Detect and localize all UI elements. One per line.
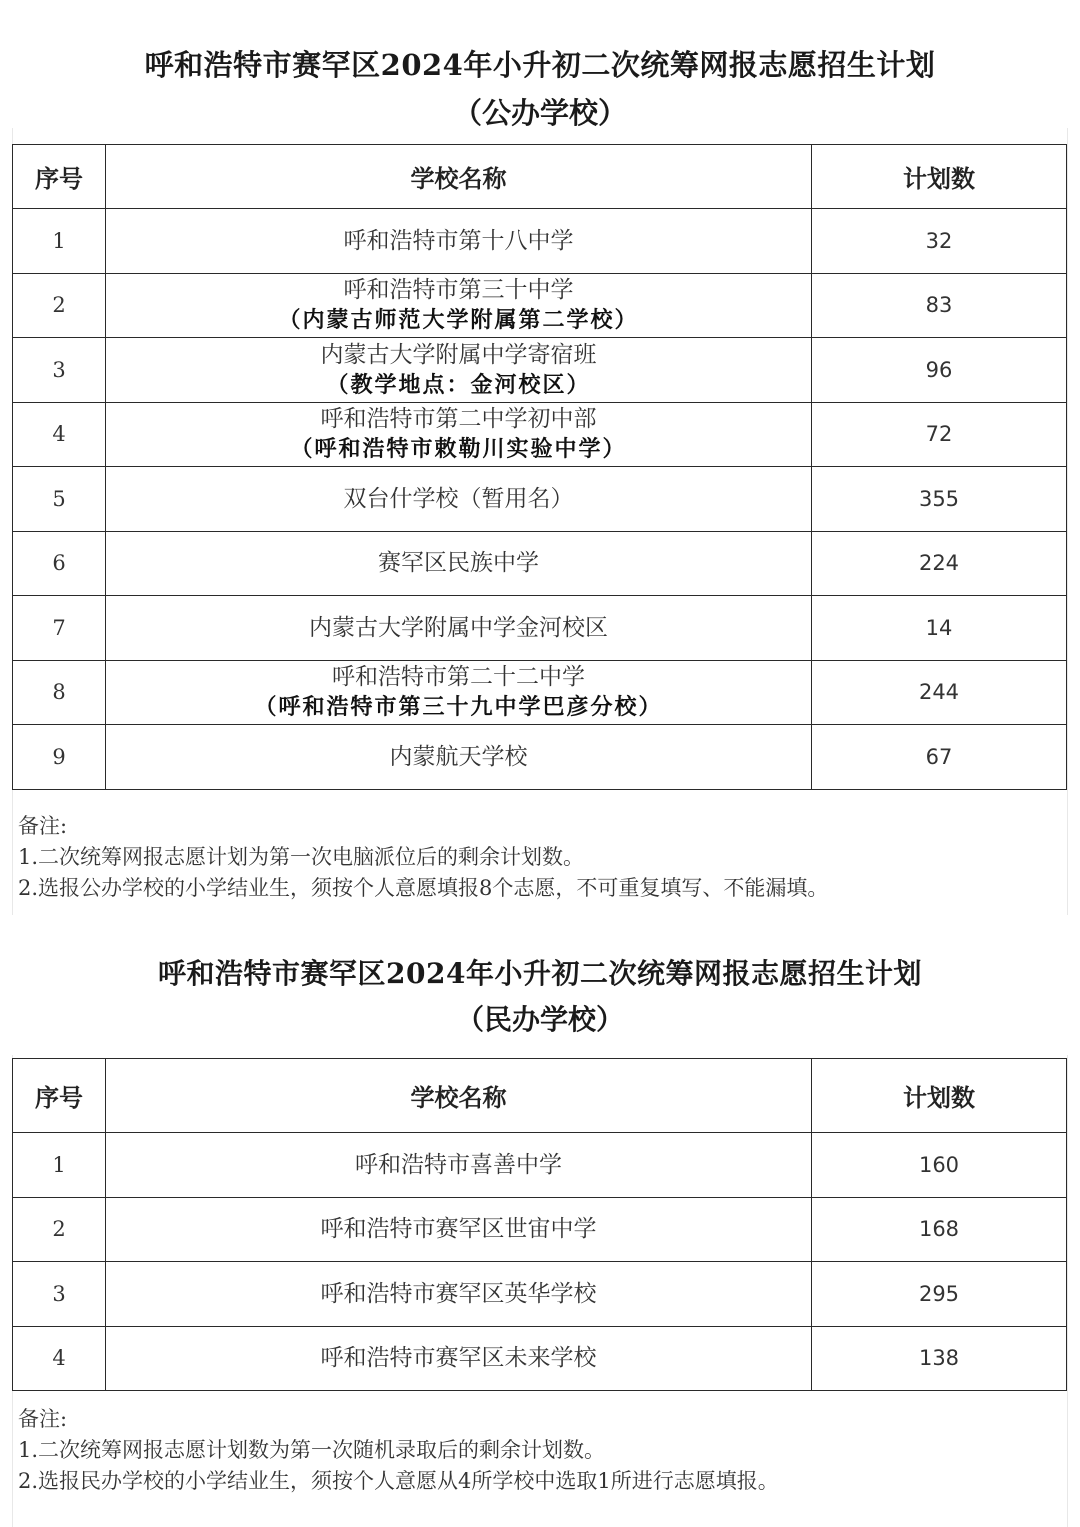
plan-count: 160 [812, 1133, 1067, 1198]
table-row [13, 273, 1067, 338]
school-name: 呼和浩特市喜善中学 [106, 1133, 812, 1198]
header-plan-count: 计划数 [812, 1059, 1067, 1133]
plan-count: 72 [812, 402, 1067, 467]
table-header-row [13, 145, 1067, 209]
note-line-2: 2.选报公办学校的小学结业生，须按个人意愿填报8个志愿，不可重复填写、不能漏填。 [18, 876, 829, 900]
note-line-1: 1.二次统筹网报志愿计划数为第一次随机录取后的剩余计划数。 [18, 1438, 606, 1462]
header-index: 序号 [13, 1059, 106, 1133]
row-index: 1 [13, 1133, 106, 1198]
school-name-cell [106, 402, 812, 467]
school-name-cell [106, 596, 812, 661]
plan-count: 138 [812, 1326, 1067, 1391]
plan-count: 168 [812, 1197, 1067, 1262]
plan-count: 83 [812, 273, 1067, 338]
table-header-row [13, 1059, 1067, 1133]
plan-count: 32 [812, 209, 1067, 274]
school-name: 双台什学校（暂用名） [343, 485, 574, 512]
plan-count: 14 [812, 596, 1067, 661]
school-alias: （教学地点：金河校区） [326, 371, 591, 398]
header-index: 序号 [13, 145, 106, 209]
row-index: 5 [13, 467, 106, 532]
school-name: 内蒙古大学附属中学金河校区 [309, 614, 608, 641]
table-row [13, 660, 1067, 725]
school-name-cell [106, 467, 812, 532]
header-school-name: 学校名称 [106, 1059, 812, 1133]
header-school-name: 学校名称 [106, 145, 812, 209]
private-plan-table [12, 1058, 1067, 1391]
school-name: 呼和浩特市赛罕区未来学校 [106, 1326, 812, 1391]
table-row [13, 531, 1067, 596]
school-name: 呼和浩特市第二十二中学 [332, 664, 585, 691]
header-plan-count: 计划数 [812, 145, 1067, 209]
row-index: 2 [13, 273, 106, 338]
row-index: 1 [13, 209, 106, 274]
public-notes [18, 811, 1068, 904]
table-row [13, 402, 1067, 467]
table-row [13, 725, 1067, 790]
table-row [13, 209, 1067, 274]
plan-count: 355 [812, 467, 1067, 532]
row-index: 4 [13, 1326, 106, 1391]
school-name: 赛罕区民族中学 [378, 550, 539, 577]
public-plan-table [12, 144, 1067, 790]
school-name-cell [106, 660, 812, 725]
note-line-2: 2.选报民办学校的小学结业生，须按个人意愿从4所学校中选取1所进行志愿填报。 [18, 1469, 779, 1493]
school-name: 内蒙航天学校 [389, 743, 528, 770]
plan-count: 224 [812, 531, 1067, 596]
row-index: 9 [13, 725, 106, 790]
table-row [13, 467, 1067, 532]
row-index: 7 [13, 596, 106, 661]
school-name-cell [106, 209, 812, 274]
notes-heading: 备注: [18, 1407, 68, 1431]
row-index: 6 [13, 531, 106, 596]
plan-count: 96 [812, 338, 1067, 403]
row-index: 2 [13, 1197, 106, 1262]
school-name: 呼和浩特市第十八中学 [343, 227, 574, 254]
row-index: 3 [13, 1262, 106, 1327]
plan-count: 295 [812, 1262, 1067, 1327]
table-row [13, 1262, 1067, 1327]
school-name: 内蒙古大学附属中学寄宿班 [320, 341, 597, 368]
row-index: 4 [13, 402, 106, 467]
table-row [13, 1197, 1067, 1262]
school-name-cell [106, 531, 812, 596]
private-plan-title: 呼和浩特市赛罕区2024年小升初二次统筹网报志愿招生计划 [158, 957, 922, 990]
plan-count: 244 [812, 660, 1067, 725]
school-name: 呼和浩特市第二中学初中部 [320, 406, 597, 433]
school-alias: （内蒙古师范大学附属第二学校） [278, 307, 639, 334]
private-notes [18, 1404, 1068, 1497]
school-name-cell [106, 273, 812, 338]
row-index: 8 [13, 660, 106, 725]
school-alias: （呼和浩特市敕勒川实验中学） [290, 436, 627, 463]
notes-heading: 备注: [18, 814, 68, 838]
public-plan-subtitle: （公办学校） [452, 96, 627, 130]
school-name: 呼和浩特市赛罕区英华学校 [106, 1262, 812, 1327]
note-line-1: 1.二次统筹网报志愿计划为第一次电脑派位后的剩余计划数。 [18, 845, 585, 869]
school-name: 呼和浩特市第三十中学 [343, 277, 574, 304]
school-name-cell [106, 338, 812, 403]
table-row [13, 338, 1067, 403]
public-plan-title: 呼和浩特市赛罕区2024年小升初二次统筹网报志愿招生计划 [144, 48, 936, 82]
table-row [13, 596, 1067, 661]
private-plan-subtitle: （民办学校） [455, 1003, 624, 1036]
school-name: 呼和浩特市赛罕区世宙中学 [106, 1197, 812, 1262]
school-alias: （呼和浩特市第三十九中学巴彦分校） [254, 694, 663, 721]
private-schools-section [0, 915, 1080, 1527]
school-name-cell [106, 725, 812, 790]
row-index: 3 [13, 338, 106, 403]
table-row [13, 1326, 1067, 1391]
table-row [13, 1133, 1067, 1198]
plan-count: 67 [812, 725, 1067, 790]
